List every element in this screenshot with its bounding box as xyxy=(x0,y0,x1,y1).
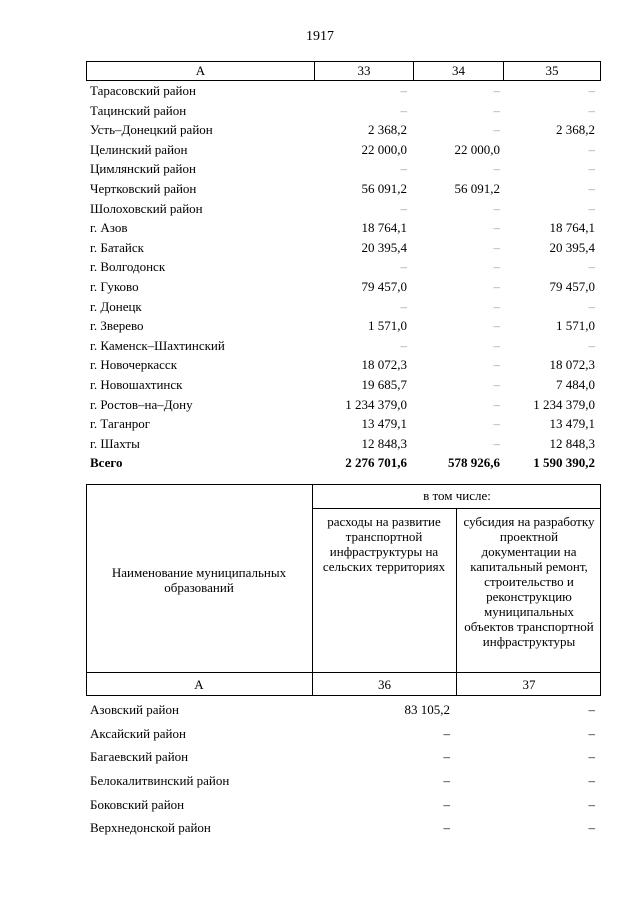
col-header-37: субсидия на разработку проектной документации на капитальный ремонт, строительство и реконструкцию муниципальных объектов транспортной инфраструктуры xyxy=(463,514,595,649)
table-row xyxy=(86,698,601,722)
table-row xyxy=(86,434,601,454)
divider xyxy=(456,508,457,696)
row-value-v1: 56 091,2 xyxy=(361,180,407,196)
row-label: Белокалитвинский район xyxy=(90,773,230,789)
table-row xyxy=(86,414,601,434)
row-value-v3: – xyxy=(588,200,595,216)
budget-table-1 xyxy=(86,61,601,471)
row-label: Тацинский район xyxy=(90,102,187,118)
row-label: Аксайский район xyxy=(90,725,186,741)
row-value-v1: 1 234 379,0 xyxy=(345,396,407,412)
row-value-v1: – xyxy=(400,259,407,275)
table-2-body xyxy=(86,698,601,840)
row-value-v2: – xyxy=(493,200,500,216)
row-value-v2: – xyxy=(588,702,595,717)
row-value-v2: – xyxy=(588,749,595,765)
row-value-v1: – xyxy=(400,161,407,177)
table-row xyxy=(86,199,601,219)
row-value-v1: 18 072,3 xyxy=(361,357,407,373)
row-value-v2: – xyxy=(493,337,500,353)
row-label: Всего xyxy=(90,455,123,471)
row-label: г. Шахты xyxy=(90,435,140,451)
row-value-v1: 83 105,2 xyxy=(404,702,450,717)
row-value-v2: 22 000,0 xyxy=(454,141,500,157)
row-value-v1: 2 276 701,6 xyxy=(345,455,407,471)
row-value-v3: – xyxy=(588,161,595,177)
table-row xyxy=(86,257,601,277)
table-row xyxy=(86,101,601,121)
table-row xyxy=(86,336,601,356)
row-value-v1: 22 000,0 xyxy=(361,141,407,157)
table-row xyxy=(86,277,601,297)
row-value-v2: – xyxy=(493,278,500,294)
budget-table-2-header xyxy=(86,484,601,696)
row-label: Верхнедонской район xyxy=(90,820,211,836)
table-row xyxy=(86,793,601,817)
row-value-v2: – xyxy=(493,357,500,373)
table-1-header xyxy=(86,61,601,81)
row-value-v1: – xyxy=(443,796,450,812)
row-value-v3: – xyxy=(588,141,595,157)
row-value-v2: – xyxy=(493,298,500,314)
row-value-v2: – xyxy=(493,435,500,451)
row-value-v2: – xyxy=(588,820,595,836)
row-value-v2: – xyxy=(493,396,500,412)
table-row xyxy=(86,297,601,317)
table-row xyxy=(86,120,601,140)
row-value-v2: – xyxy=(493,122,500,138)
row-label: г. Новошахтинск xyxy=(90,376,183,392)
table-row xyxy=(86,218,601,238)
row-value-v3: 18 764,1 xyxy=(549,220,595,236)
row-value-v1: 79 457,0 xyxy=(361,278,407,294)
row-label: г. Таганрог xyxy=(90,416,151,432)
row-value-v1: – xyxy=(400,200,407,216)
row-value-v2: 578 926,6 xyxy=(448,455,500,471)
row-value-v1: 12 848,3 xyxy=(361,435,407,451)
row-label: г. Батайск xyxy=(90,239,144,255)
row-value-v3: – xyxy=(588,337,595,353)
row-value-v3: – xyxy=(588,180,595,196)
row-value-v1: – xyxy=(443,725,450,741)
row-value-v3: 79 457,0 xyxy=(549,278,595,294)
divider xyxy=(86,672,601,673)
row-value-v2: – xyxy=(493,416,500,432)
table-row xyxy=(86,395,601,415)
table-row xyxy=(86,355,601,375)
table-row xyxy=(86,81,601,101)
row-value-v1: – xyxy=(400,337,407,353)
total-row xyxy=(86,453,601,473)
table-row xyxy=(86,316,601,336)
row-value-v2: – xyxy=(493,239,500,255)
row-label: Азовский район xyxy=(90,702,179,717)
row-value-v2: – xyxy=(493,102,500,118)
row-value-v3: 1 234 379,0 xyxy=(533,396,595,412)
header-col-a: А xyxy=(87,62,315,80)
row-value-v3: 20 395,4 xyxy=(549,239,595,255)
row-value-v2: – xyxy=(493,220,500,236)
table-row xyxy=(86,179,601,199)
page-number: 1917 xyxy=(306,29,334,44)
row-value-v3: 7 484,0 xyxy=(556,376,595,392)
row-label: г. Зверево xyxy=(90,318,144,334)
row-label: г. Новочеркасск xyxy=(90,357,178,373)
row-label: Цимлянский район xyxy=(90,161,196,177)
row-value-v1: – xyxy=(400,102,407,118)
row-label: г. Ростов–на–Дону xyxy=(90,396,193,412)
row-value-v3: 12 848,3 xyxy=(549,435,595,451)
table-row xyxy=(86,816,601,840)
header-col-33: 33 xyxy=(315,62,414,80)
row-value-v3: 18 072,3 xyxy=(549,357,595,373)
row-value-v2: – xyxy=(493,161,500,177)
row-label: Багаевский район xyxy=(90,749,189,765)
table-row xyxy=(86,238,601,258)
row-value-v2: – xyxy=(493,318,500,334)
row-value-v2: – xyxy=(493,259,500,275)
row-value-v2: – xyxy=(493,376,500,392)
row-value-v3: – xyxy=(588,102,595,118)
table-row xyxy=(86,722,601,746)
row-value-v3: – xyxy=(588,259,595,275)
table-row xyxy=(86,375,601,395)
row-value-v1: – xyxy=(443,773,450,789)
divider xyxy=(312,484,313,696)
header-col-34: 34 xyxy=(414,62,504,80)
index-a: А xyxy=(194,677,204,692)
row-value-v3: 2 368,2 xyxy=(556,122,595,138)
row-value-v2: – xyxy=(588,725,595,741)
row-value-v1: 18 764,1 xyxy=(361,220,407,236)
row-value-v1: – xyxy=(443,820,450,836)
row-value-v2: – xyxy=(588,773,595,789)
row-value-v1: – xyxy=(400,298,407,314)
row-label: г. Волгодонск xyxy=(90,259,166,275)
row-value-v3: 13 479,1 xyxy=(549,416,595,432)
row-label: Целинский район xyxy=(90,141,188,157)
row-value-v1: 19 685,7 xyxy=(361,376,407,392)
table-row xyxy=(86,769,601,793)
index-37: 37 xyxy=(522,677,536,692)
row-value-v3: – xyxy=(588,83,595,98)
row-value-v3: 1 571,0 xyxy=(556,318,595,334)
row-value-v3: 1 590 390,2 xyxy=(533,455,595,471)
row-value-v2: – xyxy=(493,83,500,98)
row-label: Тарасовский район xyxy=(90,83,196,98)
index-36: 36 xyxy=(378,677,391,692)
row-label: г. Азов xyxy=(90,220,128,236)
row-label: Шолоховский район xyxy=(90,200,203,216)
table-1-body xyxy=(86,81,601,473)
row-value-v1: 2 368,2 xyxy=(368,122,407,138)
row-label: г. Гуково xyxy=(90,278,139,294)
table-row xyxy=(86,745,601,769)
row-value-v1: 13 479,1 xyxy=(361,416,407,432)
row-label: Боковский район xyxy=(90,796,185,812)
row-value-v1: 20 395,4 xyxy=(361,239,407,255)
row-label: г. Донецк xyxy=(90,298,142,314)
row-label: Усть–Донецкий район xyxy=(90,122,213,138)
row-value-v1: – xyxy=(443,749,450,765)
row-value-v2: – xyxy=(588,796,595,812)
col-header-36: расходы на развитие транспортной инфраструктуры на сельских территориях xyxy=(322,514,446,574)
row-value-v1: 1 571,0 xyxy=(368,318,407,334)
row-value-v2: 56 091,2 xyxy=(454,180,500,196)
col-header-municipality: Наименование муниципальных образований xyxy=(111,565,287,595)
group-header: в том числе: xyxy=(423,488,491,503)
row-value-v1: – xyxy=(400,83,407,98)
table-row xyxy=(86,140,601,160)
header-col-35: 35 xyxy=(545,63,559,78)
row-label: г. Каменск–Шахтинский xyxy=(90,337,225,353)
row-value-v3: – xyxy=(588,298,595,314)
table-row xyxy=(86,159,601,179)
row-label: Чертковский район xyxy=(90,180,197,196)
